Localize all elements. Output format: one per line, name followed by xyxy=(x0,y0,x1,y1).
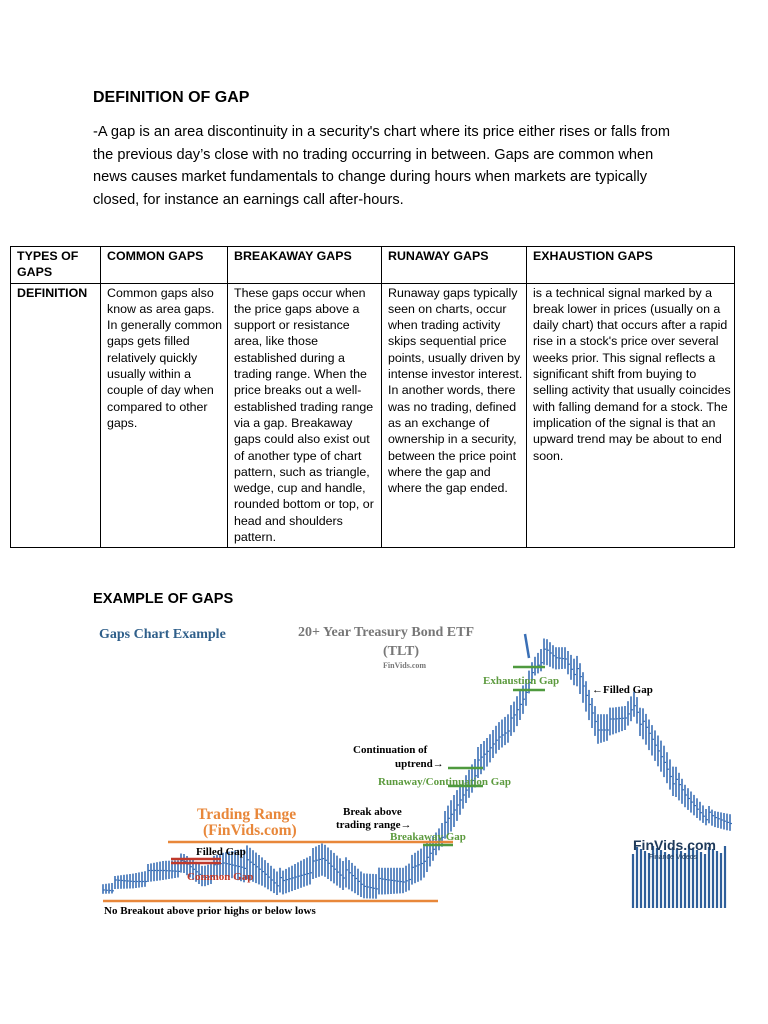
breakaway-gap-label: Breakaway Gap xyxy=(390,831,466,843)
gaps-chart-svg xyxy=(93,618,738,918)
gaps-chart-image xyxy=(93,618,738,918)
table-row xyxy=(11,283,735,548)
header-breakaway-gaps: BREAKAWAY GAPS xyxy=(228,247,382,284)
no-breakout-label: No Breakout above prior highs or below lows xyxy=(104,905,316,917)
cell-common-gaps: Common gaps also know as area gaps. In generally common gaps gets filled relatively quickly usually within a couple of day when compared to other gaps. xyxy=(101,283,228,548)
chart-source: FinVids.com xyxy=(383,661,427,670)
common-gap-label: Common Gap xyxy=(187,871,254,883)
header-runaway-gaps: RUNAWAY GAPS xyxy=(382,247,527,284)
runaway-gap-label: Runaway/Continuation Gap xyxy=(378,776,511,788)
table-header-row xyxy=(11,247,735,284)
cell-exhaustion-gaps: is a technical signal marked by a break lower in prices (usually on a daily chart) that occurs after a rapid rise in a stock's price over several weeks prior. This signal reflects a significant shift from buying to selling activity that usually coincides with falling demand for a stock. The implication of the signal is that an upward trend may be about to end soon. xyxy=(527,283,735,548)
header-exhaustion-gaps: EXHAUSTION GAPS xyxy=(527,247,735,284)
right-divider-mark xyxy=(525,634,529,658)
exhaustion-gap-label: Exhaustion Gap xyxy=(483,675,560,687)
break-above-label-2: trading range→ xyxy=(336,819,412,831)
gap-types-table xyxy=(10,246,735,548)
watermark-sublabel: Finance Videos xyxy=(649,854,698,861)
header-common-gaps: COMMON GAPS xyxy=(101,247,228,284)
example-heading: EXAMPLE OF GAPS xyxy=(93,591,234,607)
header-types-of-gaps: TYPES OF GAPS xyxy=(11,247,101,284)
filled-gap-right-label: ←Filled Gap xyxy=(592,684,653,696)
chart-title: Gaps Chart Example xyxy=(99,627,226,642)
continuation-label: Continuation of xyxy=(353,744,428,756)
cell-breakaway-gaps: These gaps occur when the price gaps above a support or resistance area, like those established during a trading range. When the price breaks out a well-established trading range via a gap. Breakaway gaps could also exist out of another type of chart pattern, such as triangle, wedge, cup and handle, rounded bottom or top, or head and shoulders pattern. xyxy=(228,283,382,548)
intro-paragraph: -A gap is an area discontinuity in a security's chart where its price either rises or falls from the previous day’s close with no trading occurring in between. Gaps are common when news causes market fundamentals to change during hours when markets are typically closed, for instance an earnings call after-hours. xyxy=(93,124,671,208)
filled-gap-left-label: Filled Gap xyxy=(196,846,246,858)
continuation-label-2: uptrend→ xyxy=(395,758,444,770)
chart-subtitle-line1: 20+ Year Treasury Bond ETF xyxy=(298,625,474,640)
document-title: DEFINITION OF GAP xyxy=(93,89,250,106)
watermark-label: FinVids.com xyxy=(633,837,716,853)
price-bars xyxy=(103,639,732,909)
trading-range-label: Trading Range xyxy=(197,806,297,823)
cell-runaway-gaps: Runaway gaps typically seen on charts, occur when trading activity skips sequential price points, usually driven by intense investor interest. In another words, there was no trading, defined as an exchange of ownership in a security, between the price point where the gap and where the gap ended. xyxy=(382,283,527,548)
trading-range-source-label: (FinVids.com) xyxy=(203,822,297,839)
row-label-definition: DEFINITION xyxy=(11,283,101,548)
chart-subtitle-line2: (TLT) xyxy=(383,644,420,659)
break-above-label: Break above xyxy=(343,806,402,818)
